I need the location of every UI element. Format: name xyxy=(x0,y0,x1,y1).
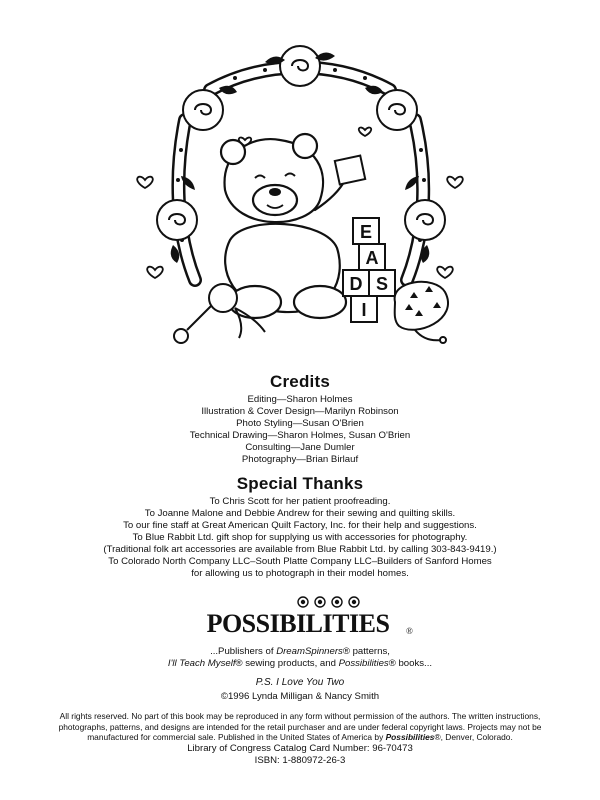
credits-section xyxy=(0,372,600,466)
block-letter: S xyxy=(375,274,389,294)
logo-wordmark: POSSIBILITIES xyxy=(206,609,390,638)
credit-line: Technical Drawing—Sharon Holmes, Susan O'Brien xyxy=(189,430,411,441)
flower-icon xyxy=(315,597,325,607)
catalog-info xyxy=(0,743,600,767)
copyright-line: ©1996 Lynda Milligan & Nancy Smith xyxy=(220,691,380,702)
flower-icon xyxy=(332,597,342,607)
special-thanks-heading: Special Thanks xyxy=(236,474,364,493)
possibilities-logo xyxy=(180,594,420,642)
book-title: P.S. I Love You Two xyxy=(255,677,345,688)
credit-line: Photography—Brian Birlauf xyxy=(241,454,359,465)
block-letter: I xyxy=(361,300,367,320)
thanks-line: To Joanne Malone and Debbie Andrew for their sewing and quilting skills. xyxy=(144,508,456,519)
block-letter: A xyxy=(365,248,379,268)
isbn-line: ISBN: 1-880972-26-3 xyxy=(254,755,346,766)
thanks-line: To Blue Rabbit Ltd. gift shop for supplying us with accessories for photography. xyxy=(132,532,468,543)
thanks-line: To Colorado North Company LLC–South Platte Company LLC–Builders of Sanford Homes xyxy=(108,556,492,567)
publishers-note xyxy=(0,646,600,669)
credit-line: Editing—Sharon Holmes xyxy=(247,394,353,405)
thanks-line: (Traditional folk art accessories are available from Blue Rabbit Ltd. by calling 303-843-9419.) xyxy=(103,544,497,555)
thanks-line: for allowing us to photograph in their model homes. xyxy=(191,568,409,579)
flower-icon xyxy=(349,597,359,607)
rights-notice xyxy=(8,711,592,743)
bear-wreath-illustration xyxy=(115,40,485,370)
credits-heading: Credits xyxy=(270,372,330,391)
book-info xyxy=(0,676,600,704)
block-letter: E xyxy=(359,222,373,242)
rights-line: photographs, patterns, and designs are intended for the retail purchaser and are under federal copyright laws. Projects may not be xyxy=(58,721,542,732)
credit-line: Illustration & Cover Design—Marilyn Robinson xyxy=(201,406,399,417)
flower-icon xyxy=(298,597,308,607)
special-thanks-section xyxy=(0,474,600,580)
credit-line: Photo Styling—Susan O'Brien xyxy=(236,418,364,429)
lccn-line: Library of Congress Catalog Card Number: 96-70473 xyxy=(187,743,413,754)
rights-line: All rights reserved. No part of this book may be reproduced in any form without permission of the authors. The written instructions, xyxy=(59,711,541,721)
credit-line: Consulting—Jane Dumler xyxy=(245,442,355,453)
thanks-line: To Chris Scott for her patient proofreading. xyxy=(209,496,391,507)
publishers-line-2: I'll Teach Myself® sewing products, and Possibilities® books... xyxy=(167,657,433,669)
block-letter: D xyxy=(349,274,363,294)
thanks-line: To our fine staff at Great American Quilt Factory, Inc. for their help and suggestions. xyxy=(123,520,477,531)
publishers-line-1: ...Publishers of DreamSpinners® patterns, xyxy=(210,646,390,657)
rights-line: manufactured for commercial sale. Published in the United States of America by Possibilities®, Denver, Colorado. xyxy=(87,732,513,742)
logo-registered-mark: ® xyxy=(406,626,413,636)
